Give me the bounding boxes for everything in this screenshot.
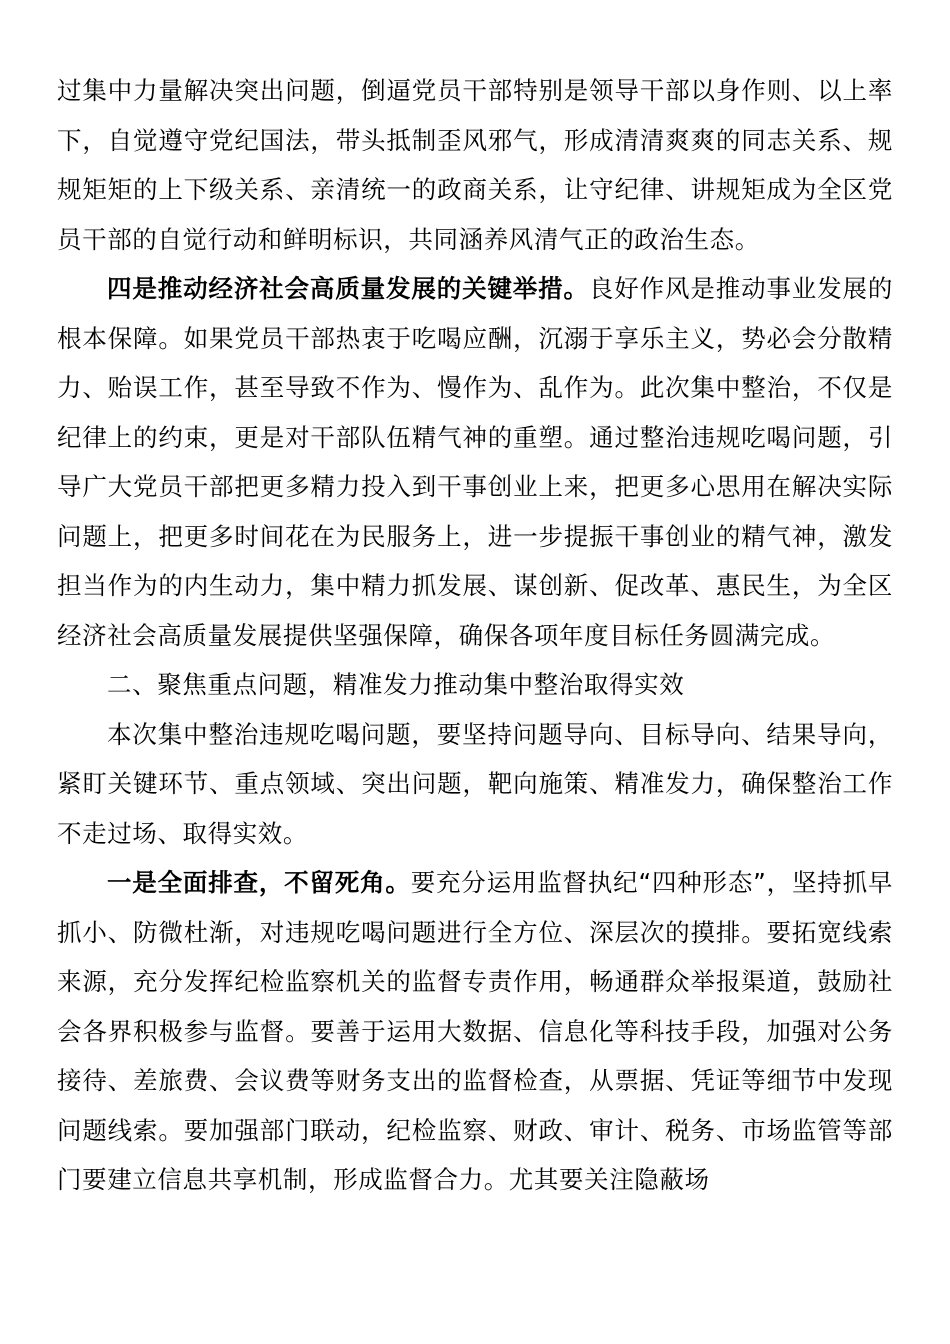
paragraph-section-intro: [57, 710, 893, 859]
section-heading: 二、聚焦重点问题，精准发力推动集中整治取得实效: [107, 670, 685, 699]
paragraph-point-one: [57, 858, 893, 1205]
paragraph-4-lead: 一是全面排查，不留死角。: [107, 868, 411, 897]
paragraph-point-four: [57, 264, 893, 660]
paragraph-4-text: 要充分运用监督执纪“四种形态”，坚持抓早抓小、防微杜渐，对违规吃喝问题进行全方位、深层次的摸排。要拓宽线索来源，充分发挥纪检监察机关的监督专责作用，畅通群众举报渠道，鼓励社会各界积极参与监督。要善于运用大数据、信息化等科技手段，加强对公务接待、差旅费、会议费等财务支出的监督检查，从票据、凭证等细节中发现问题线索。要加强部门联动，纪检监察、财政、审计、税务、市场监管等部门要建立信息共享机制，形成监督合力。尤其要关注隐蔽场: [57, 868, 893, 1194]
paragraph-2-lead: 四是推动经济社会高质量发展的关键举措。: [107, 274, 589, 303]
paragraph-1-text: 过集中力量解决突出问题，倒逼党员干部特别是领导干部以身作则、以上率下，自觉遵守党纪国法，带头抵制歪风邪气，形成清清爽爽的同志关系、规规矩矩的上下级关系、亲清统一的政商关系，让守纪律、讲规矩成为全区党员干部的自觉行动和鲜明标识，共同涵养风清气正的政治生态。: [57, 76, 893, 254]
paragraph-continuation: [57, 66, 893, 264]
paragraph-2-text: 良好作风是推动事业发展的根本保障。如果党员干部热衷于吃喝应酬，沉溺于享乐主义，势必会分散精力、贻误工作，甚至导致不作为、慢作为、乱作为。此次集中整治，不仅是纪律上的约束，更是对干部队伍精气神的重塑。通过整治违规吃喝问题，引导广大党员干部把更多精力投入到干事创业上来，把更多心思用在解决实际问题上，把更多时间花在为民服务上，进一步提振干事创业的精气神，激发担当作为的内生动力，集中精力抓发展、谋创新、促改革、惠民生，为全区经济社会高质量发展提供坚强保障，确保各项年度目标任务圆满完成。: [57, 274, 893, 650]
document-page: [57, 66, 893, 1205]
paragraph-3-text: 本次集中整治违规吃喝问题，要坚持问题导向、目标导向、结果导向，紧盯关键环节、重点领域、突出问题，靶向施策、精准发力，确保整治工作不走过场、取得实效。: [57, 719, 893, 848]
